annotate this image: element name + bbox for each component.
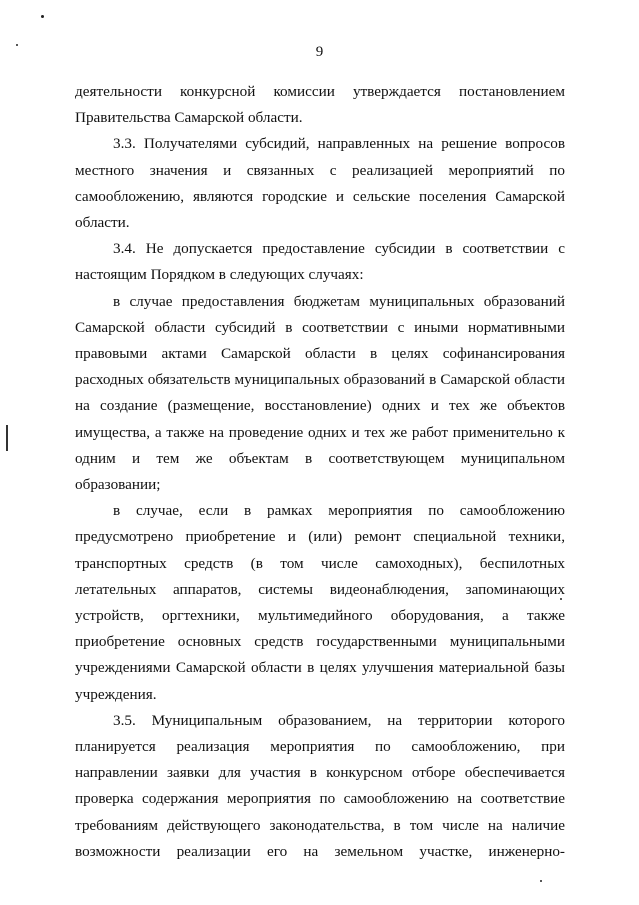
text-line: проверка содержания мероприятия по самообложению на соответствие (75, 790, 565, 808)
text-line: направлении заявки для участия в конкурсном отборе обеспечивается (75, 764, 565, 782)
text-line: приобретение основных средств государственными муниципальными (75, 633, 565, 651)
page-number: 9 (315, 44, 324, 60)
text-line: настоящим Порядком в следующих случаях: (75, 266, 364, 284)
text-line: на создание (размещение, восстановление) одних и тех же объектов (75, 397, 565, 415)
text-line: деятельности конкурсной комиссии утверждается постановлением (75, 83, 565, 100)
text-line: Правительства Самарской области. (75, 109, 303, 127)
scan-speck (540, 880, 542, 882)
text-line: правовыми актами Самарской области в целях софинансирования (75, 345, 565, 363)
text-line: одним и тем же объектам в соответствующем муниципальном (75, 449, 565, 467)
text-line: 3.3. Получателями субсидий, направленных на решение вопросов (113, 135, 565, 153)
scan-speck (41, 15, 44, 18)
text-line: 3.5. Муниципальным образованием, на территории которого (113, 711, 565, 729)
text-line: расходных обязательств муниципальных образований в Самарской области (75, 371, 565, 389)
text-line: Самарской области субсидий в соответствии с иными нормативными (75, 318, 565, 336)
text-line: в случае предоставления бюджетам муниципальных образований (113, 292, 565, 310)
text-line: летательных аппаратов, системы видеонаблюдения, запоминающих (75, 580, 565, 598)
text-line: планируется реализация мероприятия по самообложению, при (75, 738, 565, 756)
text-line: учреждения. (75, 685, 157, 703)
text-line: возможности реализации его на земельном участке, инженерно- (75, 842, 565, 860)
text-line: устройств, оргтехники, мультимедийного оборудования, а также (75, 607, 565, 625)
text-line: имущества, а также на проведение одних и тех же работ применительно к (75, 423, 565, 441)
text-line: самообложению, являются городские и сельские поселения Самарской (75, 187, 565, 205)
text-line: предусмотрено приобретение и (или) ремонт специальной техники, (75, 528, 565, 546)
document-body (75, 79, 565, 865)
text-line: местного значения и связанных с реализацией мероприятий по (75, 161, 565, 179)
text-line: образовании; (75, 476, 161, 494)
text-line: в случае, если в рамках мероприятия по самообложению (113, 502, 565, 520)
text-line: 3.4. Не допускается предоставление субсидии в соответствии с (113, 240, 565, 258)
text-line: области. (75, 214, 130, 232)
text-line: требованиям действующего законодательства, в том числе на наличие (75, 816, 565, 834)
text-line: учреждениями Самарской области в целях улучшения материальной базы (75, 659, 565, 677)
text-line: транспортных средств (в том числе самоходных), беспилотных (75, 554, 565, 572)
scan-edge-mark (6, 425, 8, 451)
